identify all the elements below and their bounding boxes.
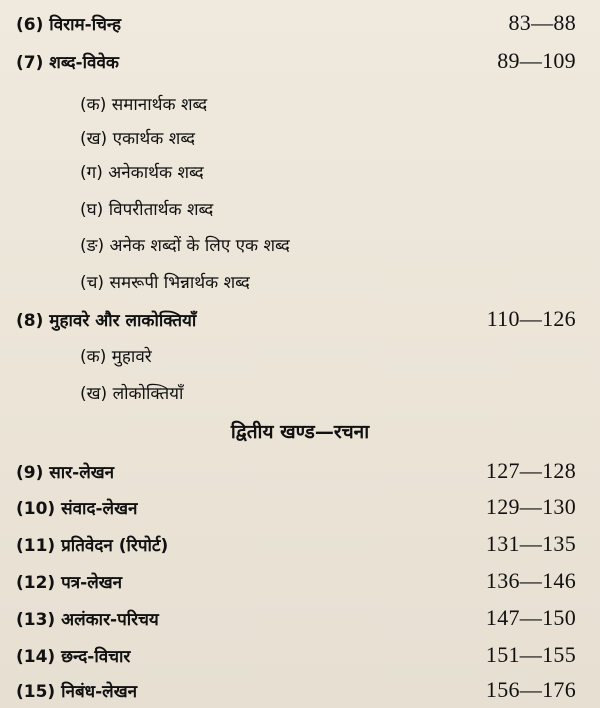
toc-entry-label: (11) प्रतिवेदन (रिपोर्ट): [16, 535, 169, 556]
toc-entry-label: (9) सार-लेखन: [16, 462, 115, 483]
toc-entry-label: (8) मुहावरे और लाकोक्तियाँ: [16, 310, 197, 331]
toc-entry-label: (13) अलंकार-परिचय: [16, 609, 159, 630]
toc-subentry: [0, 88, 600, 118]
toc-entry-label: (7) शब्द-विवेक: [16, 52, 119, 73]
toc-subentry-label: (ङ) अनेक शब्दों के लिए एक शब्द: [80, 235, 290, 256]
toc-entry-pages: 131—135: [485, 531, 576, 556]
toc-subentry: [0, 122, 600, 152]
toc-entry: [0, 603, 600, 633]
toc-subentry: [0, 266, 600, 296]
toc-entry: [0, 456, 600, 486]
toc-subentry-label: (च) समरूपी भिन्नार्थक शब्द: [80, 272, 250, 293]
toc-subentry-label: (ख) एकार्थक शब्द: [80, 128, 196, 149]
toc-entry-pages: 127—128: [485, 458, 576, 483]
toc-subentry-label: (क) मुहावरे: [80, 346, 152, 367]
toc-entry: [0, 566, 600, 596]
toc-subentry: [0, 193, 600, 223]
toc-subentry: [0, 229, 600, 259]
toc-subentry: [0, 340, 600, 370]
toc-entry: [0, 46, 600, 76]
toc-entry-label: (10) संवाद-लेखन: [16, 498, 138, 519]
toc-entry-pages: 156—176: [485, 677, 576, 702]
toc-entry: [0, 492, 600, 522]
toc-entry: [0, 675, 600, 705]
toc-entry-pages: 129—130: [485, 494, 576, 519]
toc-entry-label: (15) निबंध-लेखन: [16, 681, 138, 702]
toc-entry: [0, 529, 600, 559]
toc-entry-pages: 151—155: [485, 642, 576, 667]
toc-entry-pages: 89—109: [497, 48, 576, 73]
toc-entry: [0, 640, 600, 670]
toc-subentry-label: (क) समानार्थक शब्द: [80, 94, 208, 115]
toc-subentry: [0, 156, 600, 186]
toc-entry-pages: 83—88: [508, 10, 576, 35]
toc-entry-label: (12) पत्र-लेखन: [16, 572, 123, 593]
toc-entry-label: (6) विराम-चिन्ह: [16, 14, 122, 35]
section-title: द्वितीय खण्ड—रचना: [230, 421, 370, 443]
toc-subentry-label: (ख) लोकोक्तियाँ: [80, 383, 184, 404]
toc-subentry: [0, 377, 600, 407]
toc-entry-pages: 136—146: [485, 568, 576, 593]
toc-entry: [0, 8, 600, 38]
toc-entry-pages: 110—126: [486, 306, 576, 331]
toc-subentry-label: (ग) अनेकार्थक शब्द: [80, 162, 204, 183]
toc-entry: [0, 304, 600, 334]
toc-entry-pages: 147—150: [485, 605, 576, 630]
toc-entry-label: (14) छन्द-विचार: [16, 646, 131, 667]
toc-subentry-label: (घ) विपरीतार्थक शब्द: [80, 199, 214, 220]
